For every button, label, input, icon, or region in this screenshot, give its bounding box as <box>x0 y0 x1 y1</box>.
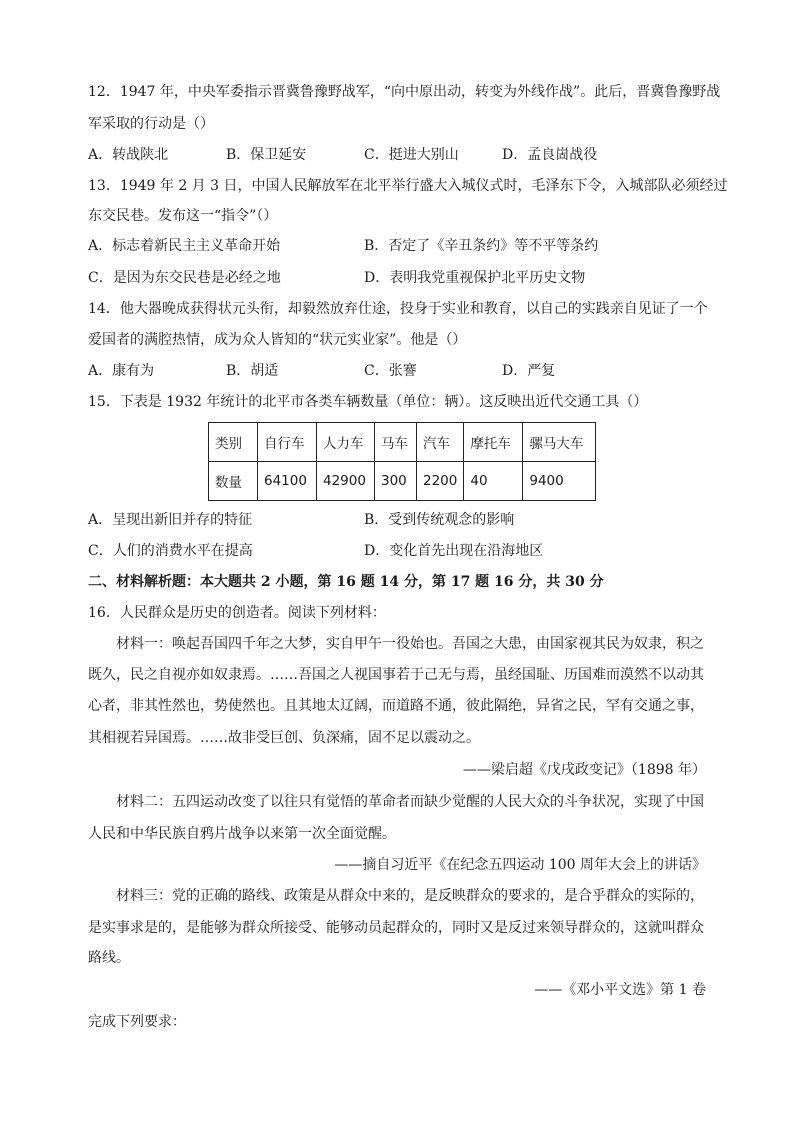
table-header-row <box>209 423 596 462</box>
q12-stem-line2: 军采取的行动是（） <box>88 116 214 132</box>
table-cell: 300 <box>375 462 417 501</box>
q13-stem-line1: 13．1949 年 2 月 3 日，中国人民解放军在北平举行盛大入城仪式时，毛泽东下令，入城部队必须经过 <box>88 178 728 194</box>
table-cell: 9400 <box>523 462 596 501</box>
material-1-line: 材料一：唤起吾国四千年之大梦，实自甲午一役始也。吾国之大患，由国家视其民为奴隶，积之 <box>116 636 704 652</box>
material-3-line: 材料三：党的正确的路线、政策是从群众中来的，是反映群众的要求的，是合乎群众的实际的， <box>116 888 704 904</box>
q15-stem: 15．下表是 1932 年统计的北平市各类车辆数量（单位：辆）。这反映出近代交通工具（） <box>88 394 648 410</box>
q14-option-b[interactable]: B．胡适 <box>226 363 279 379</box>
q14-option-d[interactable]: D．严复 <box>502 363 556 379</box>
q14-stem-line2: 爱国者的满腔热情，成为众人皆知的“状元实业家”。他是（） <box>88 332 467 348</box>
table-cell: 2200 <box>417 462 464 501</box>
q12-option-c[interactable]: C．挺进大别山 <box>364 147 459 163</box>
q15-option-b[interactable]: B．受到传统观念的影响 <box>364 512 515 528</box>
q15-option-c[interactable]: C．人们的消费水平在提高 <box>88 543 253 559</box>
material-1-source: ——梁启超《戊戌政变记》（1898 年） <box>462 762 706 778</box>
material-1-line: 既久，民之自视亦如奴隶焉。……吾国之人视国事若于己无与焉，虽经国耻、历国难而漠然不以动其 <box>88 667 704 683</box>
q13-option-a[interactable]: A．标志着新民主主义革命开始 <box>88 238 281 254</box>
material-3-line: 是实事求是的，是能够为群众所接受、能够动员起群众的，同时又是反过来领导群众的，这就叫群众 <box>88 920 704 936</box>
q12-option-d[interactable]: D．孟良崮战役 <box>502 147 598 163</box>
q16-intro: 16．人民群众是历史的创造者。阅读下列材料： <box>88 605 386 621</box>
q13-option-b[interactable]: B．否定了《辛丑条约》等不平等条约 <box>364 238 599 254</box>
q14-option-c[interactable]: C．张謇 <box>364 363 417 379</box>
q15-option-a[interactable]: A．呈现出新旧并存的特征 <box>88 512 253 528</box>
material-1-line: 心者，非其性然也，势使然也。且其地太辽阔，而道路不通，彼此隔绝，异省之民，罕有交通之事， <box>88 698 704 714</box>
table-header-cell: 类别 <box>209 423 258 462</box>
material-3-line: 路线。 <box>88 950 130 966</box>
table-row <box>209 462 596 501</box>
q12-option-b[interactable]: B．保卫延安 <box>226 147 307 163</box>
material-1-line: 其相视若异国焉。……故非受巨创、负深痛，固不足以震动之。 <box>88 730 480 746</box>
q13-option-c[interactable]: C．是因为东交民巷是必经之地 <box>88 270 281 286</box>
requirement-label: 完成下列要求： <box>88 1014 186 1030</box>
q14-stem-line1: 14．他大器晚成获得状元头衔，却毅然放弃仕途，投身于实业和教育，以自己的实践亲自见证了一个 <box>88 301 708 317</box>
q12-stem-line1: 12．1947 年，中央军委指示晋冀鲁豫野战军，“向中原出动，转变为外线作战”。此后，晋冀鲁豫野战 <box>88 84 721 100</box>
vehicle-count-table <box>208 422 596 501</box>
material-2-line: 材料二：五四运动改变了以往只有觉悟的革命者而缺少觉醒的人民大众的斗争状况，实现了中国 <box>116 794 704 810</box>
q13-option-d[interactable]: D．表明我党重视保护北平历史文物 <box>364 270 586 286</box>
section-heading: 二、材料解析题：本大题共 2 小题，第 16 题 14 分，第 17 题 16 分，共 30 分 <box>88 574 604 590</box>
material-2-line: 人民和中华民族自鸦片战争以来第一次全面觉醒。 <box>88 826 396 842</box>
q15-option-d[interactable]: D．变化首先出现在沿海地区 <box>364 543 544 559</box>
table-header-cell: 自行车 <box>258 423 317 462</box>
table-header-cell: 汽车 <box>417 423 464 462</box>
table-cell: 42900 <box>317 462 375 501</box>
table-cell: 数量 <box>209 462 258 501</box>
table-cell: 64100 <box>258 462 317 501</box>
table-header-cell: 马车 <box>375 423 417 462</box>
material-3-source: ——《邓小平文选》第 1 卷 <box>534 982 706 998</box>
q12-option-a[interactable]: A．转战陕北 <box>88 147 169 163</box>
table-header-cell: 人力车 <box>317 423 375 462</box>
table-header-cell: 骡马大车 <box>523 423 596 462</box>
table-header-cell: 摩托车 <box>464 423 523 462</box>
material-2-source: ——摘自习近平《在纪念五四运动 100 周年大会上的讲话》 <box>334 857 706 873</box>
q14-option-a[interactable]: A．康有为 <box>88 363 155 379</box>
q13-stem-line2: 东交民巷。发布这一“指令”（） <box>88 208 278 224</box>
table-cell: 40 <box>464 462 523 501</box>
